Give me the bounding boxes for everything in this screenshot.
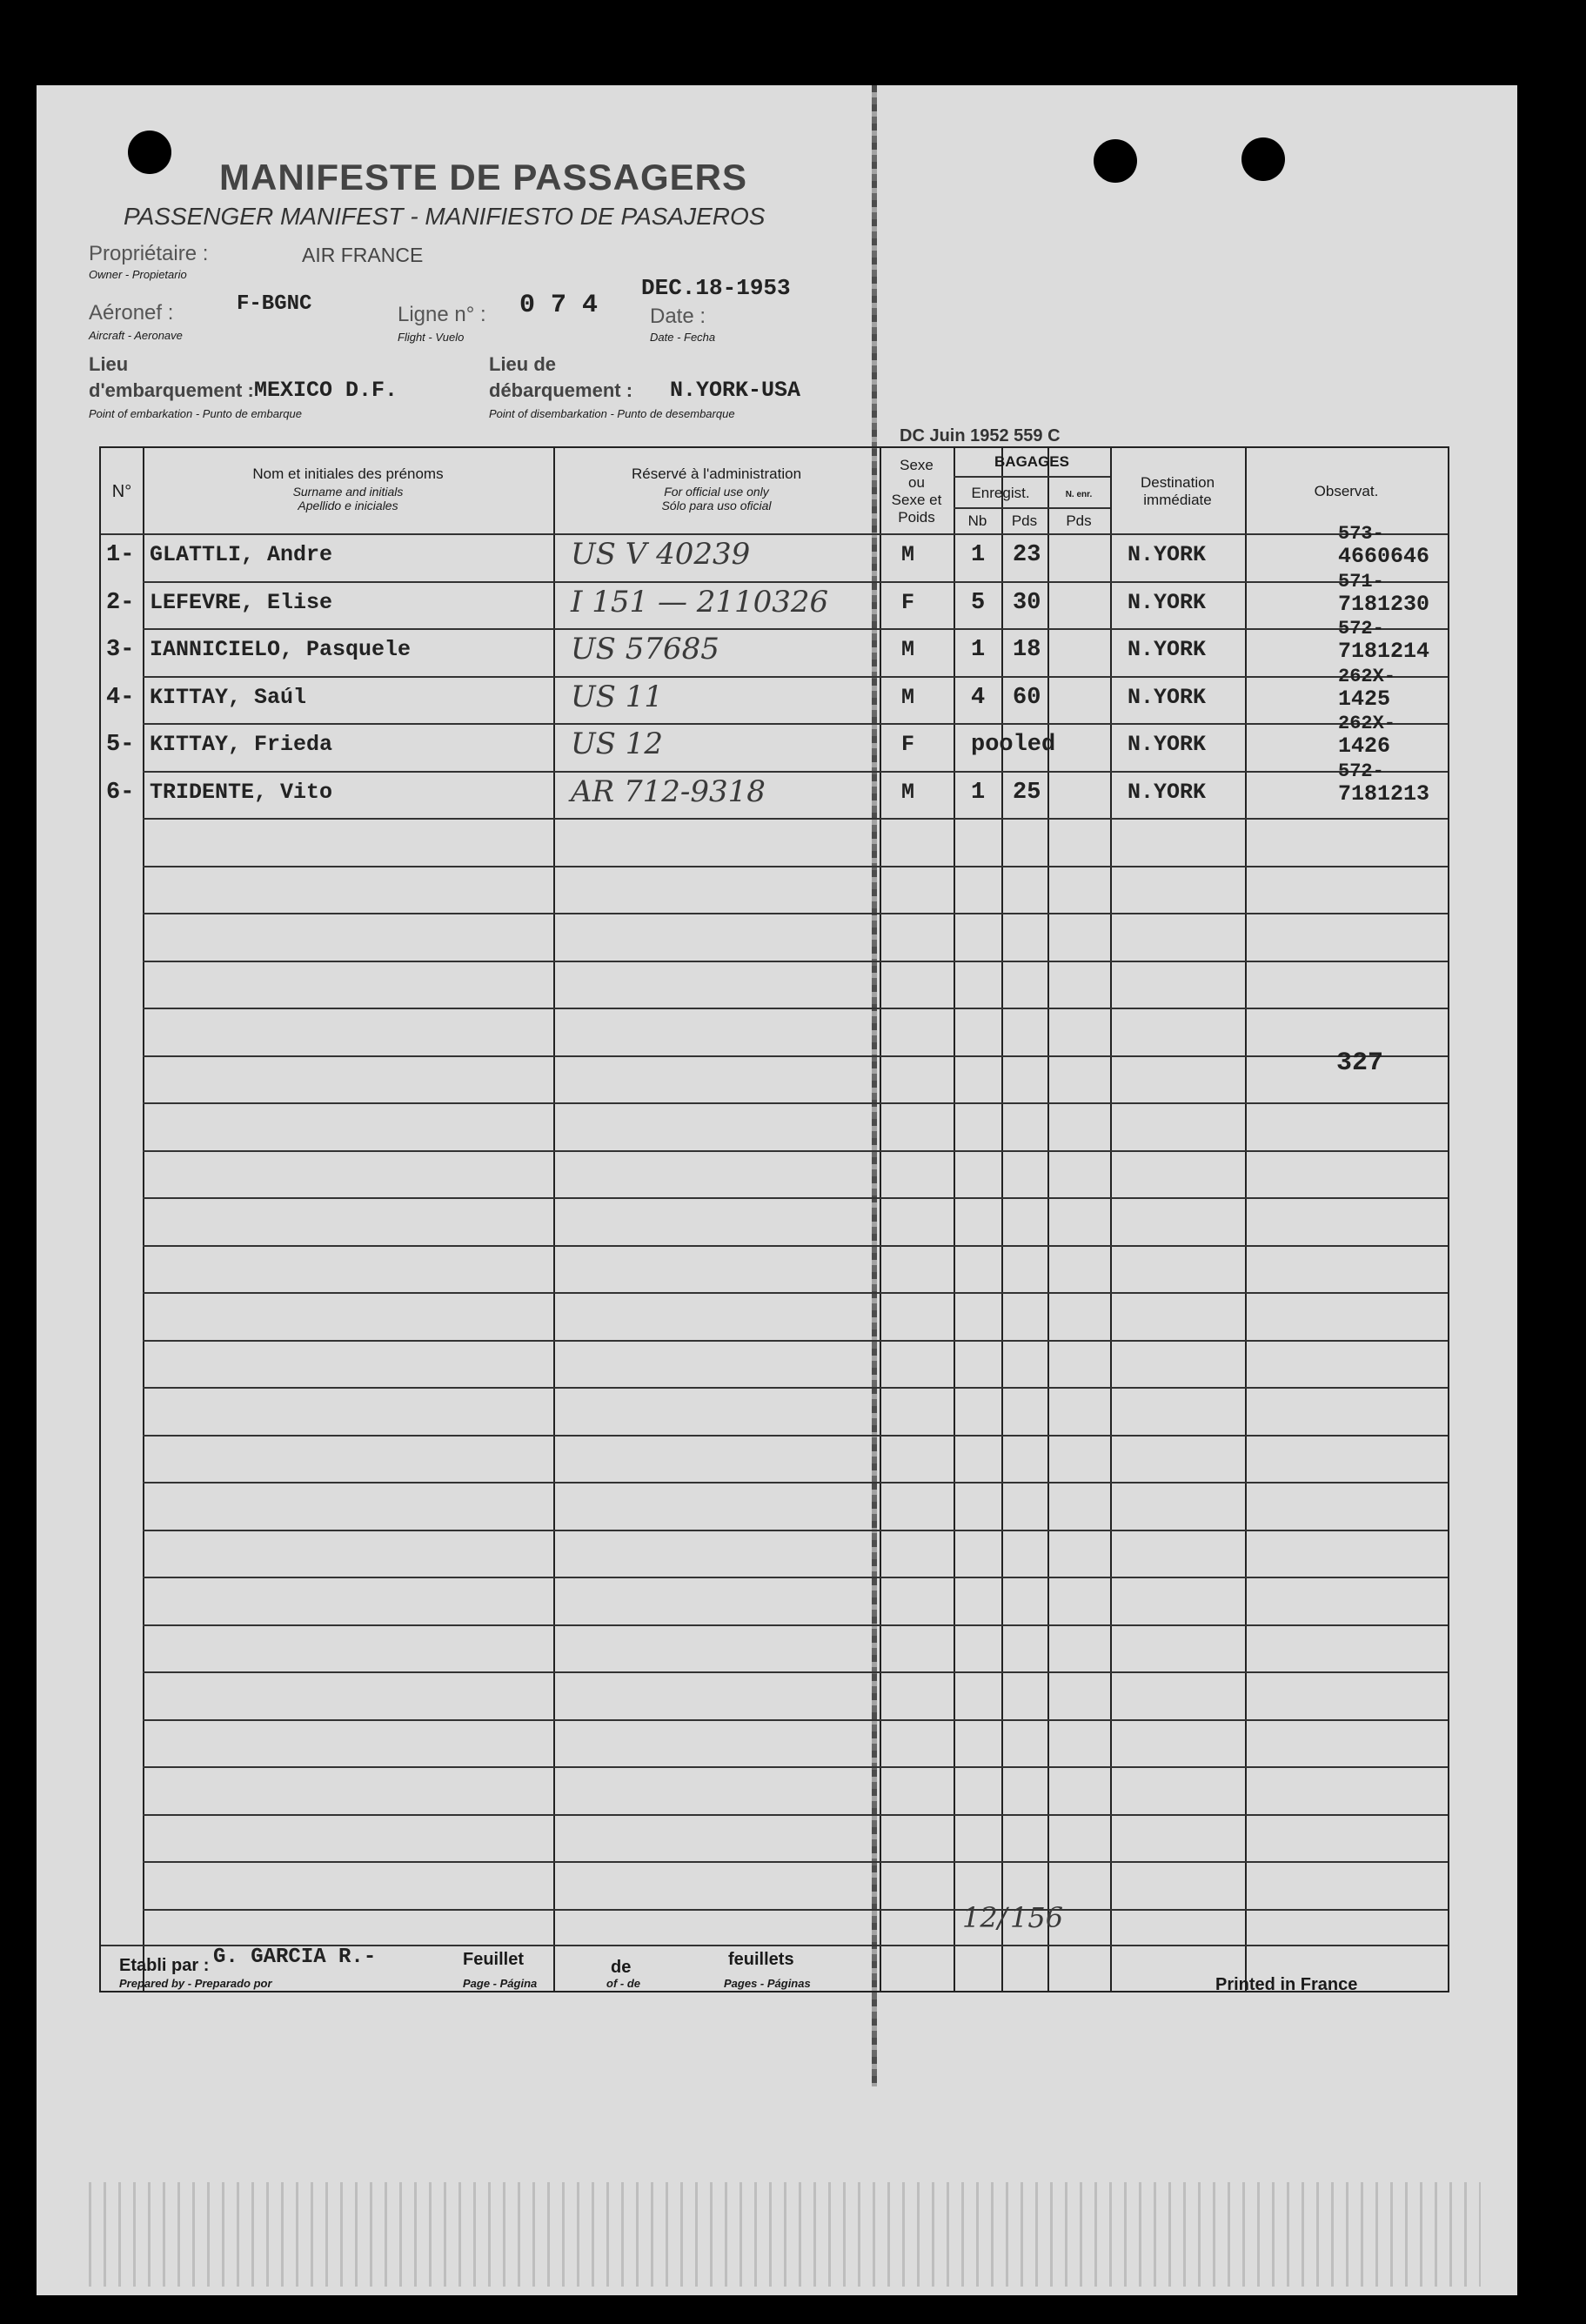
feuillet-label: Feuillet: [463, 1950, 525, 1969]
col-header-dest: Destination: [1140, 474, 1215, 491]
owner-label: Propriétaire :: [89, 242, 209, 265]
col-header-enregist: Enregist.: [971, 485, 1030, 501]
aircraft-label: Aéronef :: [89, 301, 174, 325]
etabli-label: Etabli par :: [119, 1956, 210, 1975]
row-number: 4-: [106, 684, 135, 711]
observation-prefix: 262X-: [1338, 665, 1396, 687]
col-header-name-en: Surname and initials: [292, 485, 404, 499]
form-code: DC Juin 1952 559 C: [900, 426, 1061, 445]
observation-number: 4660646: [1338, 544, 1430, 569]
date-value: DEC.18-1953: [641, 275, 791, 301]
admin-note: I 151 — 2110326: [571, 584, 829, 620]
obs-total: 327: [1336, 1048, 1384, 1078]
destination: N.YORK: [1128, 589, 1207, 615]
printed-in: Printed in France: [1215, 1975, 1358, 1994]
owner-sublabel: Owner - Propietario: [89, 268, 187, 281]
disembark-label: Lieu de: [489, 353, 557, 375]
row-rule: [143, 1340, 1448, 1342]
passenger-sex: F: [901, 732, 915, 757]
col-header-pds-2: Pds: [1066, 512, 1092, 529]
col-header-nb: Nb: [967, 512, 987, 529]
row-number: 1-: [106, 542, 135, 568]
row-rule: [143, 1766, 1448, 1768]
form-subtitle: PASSENGER MANIFEST - MANIFIESTO DE PASAJEROS: [124, 203, 766, 230]
row-rule: [143, 961, 1448, 962]
flight-sublabel: Flight - Vuelo: [398, 331, 465, 344]
passenger-sex: M: [901, 542, 915, 567]
row-number: 6-: [106, 779, 135, 806]
passenger-name: LEFEVRE, Elise: [150, 589, 333, 615]
row-rule: [143, 1909, 1448, 1911]
manifest-sheet: [37, 85, 1517, 2295]
row-number: 5-: [106, 732, 135, 758]
row-rule: [143, 1435, 1448, 1437]
col-header-weight: Poids: [898, 509, 935, 526]
row-rule: [143, 1292, 1448, 1294]
col-header-bagages: BAGAGES: [994, 453, 1069, 470]
row-rule: [143, 913, 1448, 914]
row-rule: [143, 866, 1448, 867]
col-header-no: N°: [111, 482, 132, 501]
scan-noise: [89, 2182, 1481, 2287]
column-divider: [1110, 448, 1112, 1991]
date-label: Date :: [650, 305, 706, 328]
de-label: de: [611, 1958, 632, 1977]
column-divider: [880, 448, 881, 1991]
embark-sublabel: Point of embarkation - Punto de embarque: [89, 407, 302, 420]
de-sublabel: of - de: [606, 1977, 640, 1990]
observation-prefix: 572-: [1338, 760, 1384, 782]
destination: N.YORK: [1128, 779, 1207, 805]
baggage-count: 1: [971, 637, 986, 663]
passenger-name: TRIDENTE, Vito: [150, 779, 333, 805]
baggage-weight: 18: [1013, 637, 1041, 663]
admin-note: US 57685: [571, 632, 719, 666]
header-rule: [954, 507, 1110, 509]
row-rule: [143, 1482, 1448, 1483]
total-pds: 156: [1010, 1901, 1064, 1934]
passenger-sex: M: [901, 637, 915, 662]
observation-prefix: 262X-: [1338, 713, 1396, 734]
col-header-dest: immédiate: [1143, 492, 1212, 508]
punch-hole: [128, 131, 171, 174]
baggage-count: 4: [971, 684, 986, 711]
punch-hole: [1241, 137, 1285, 181]
baggage-weight: 23: [1013, 542, 1041, 568]
passenger-name: KITTAY, Saúl: [150, 684, 307, 710]
row-rule: [143, 1102, 1448, 1104]
row-rule: [143, 1624, 1448, 1626]
column-divider: [553, 448, 555, 1991]
row-rule: [143, 818, 1448, 820]
col-header-sex: Sexe: [900, 457, 934, 473]
observation-prefix: 572-: [1338, 618, 1384, 640]
col-header-name: Nom et initiales des prénoms: [252, 465, 444, 482]
disembark-sublabel: Point of disembarkation - Punto de desembarque: [489, 407, 735, 420]
row-rule: [143, 1577, 1448, 1578]
passenger-table: [99, 446, 1449, 1992]
admin-note: US V 40239: [571, 537, 751, 572]
total-nb: 12/: [962, 1901, 1007, 1934]
col-header-obs: Observat.: [1314, 483, 1379, 499]
row-rule: [143, 1387, 1448, 1389]
row-rule: [143, 723, 1448, 725]
passenger-sex: M: [901, 779, 915, 805]
row-rule: [143, 1671, 1448, 1673]
admin-note: AR 712-9318: [571, 774, 766, 809]
col-header-admin: Réservé à l'administration: [631, 465, 802, 482]
row-rule: [143, 1719, 1448, 1721]
disembark-value: N.YORK-USA: [670, 378, 801, 403]
flight-value: 0 7 4: [519, 291, 599, 320]
admin-note: US 12: [571, 727, 664, 761]
column-divider: [1245, 448, 1247, 1991]
col-header-sex: Sexe et: [891, 492, 942, 508]
observation-prefix: 571-: [1338, 570, 1384, 593]
col-header-admin-es: Sólo para uso oficial: [661, 499, 772, 512]
observation-number: 1426: [1338, 733, 1391, 759]
passenger-name: IANNICIELO, Pasquele: [150, 637, 412, 662]
etabli-value: G. GARCIA R.-: [213, 1946, 377, 1969]
baggage-count: 1: [971, 542, 986, 568]
row-rule: [143, 1245, 1448, 1247]
aircraft-sublabel: Aircraft - Aeronave: [89, 329, 183, 342]
column-divider: [1001, 448, 1003, 1991]
row-rule: [143, 581, 1448, 583]
row-rule: [143, 628, 1448, 630]
observation-number: 1425: [1338, 686, 1391, 712]
column-divider: [143, 448, 144, 1991]
row-rule: [143, 1814, 1448, 1816]
feuillet-sublabel: Page - Página: [463, 1977, 538, 1990]
row-rule: [143, 771, 1448, 773]
row-rule: [143, 1861, 1448, 1863]
passenger-sex: M: [901, 684, 915, 710]
col-header-admin-en: For official use only: [664, 485, 769, 499]
observation-number: 7181230: [1338, 591, 1430, 617]
destination: N.YORK: [1128, 684, 1207, 710]
row-number: 3-: [106, 637, 135, 663]
passenger-sex: F: [901, 589, 915, 615]
column-divider: [954, 448, 955, 1991]
baggage-count: pooled: [971, 732, 1056, 758]
header-rule: [954, 476, 1110, 478]
row-number: 2-: [106, 589, 135, 616]
feuillets-sublabel: Pages - Páginas: [724, 1977, 811, 1990]
row-rule: [143, 1530, 1448, 1531]
row-rule: [143, 1055, 1448, 1057]
col-header-name-es: Apellido e iniciales: [298, 499, 398, 512]
destination: N.YORK: [1128, 637, 1207, 662]
observation-number: 7181213: [1338, 780, 1430, 807]
baggage-weight: 60: [1013, 684, 1041, 711]
flight-label: Ligne n° :: [398, 303, 486, 326]
admin-note: US 11: [571, 679, 664, 714]
column-divider: [1047, 448, 1049, 1991]
baggage-count: 1: [971, 779, 986, 806]
punch-hole: [1094, 139, 1137, 183]
baggage-weight: 30: [1013, 589, 1041, 616]
baggage-weight: 25: [1013, 779, 1041, 806]
row-rule: [143, 1197, 1448, 1199]
passenger-name: KITTAY, Frieda: [150, 732, 333, 757]
feuillets-label: feuillets: [728, 1950, 794, 1969]
header-rule: [101, 533, 1448, 535]
aircraft-value: F-BGNC: [237, 292, 312, 316]
owner-value: AIR FRANCE: [302, 244, 424, 266]
col-header-sex: ou: [908, 474, 925, 491]
embark-value: MEXICO D.F.: [254, 378, 398, 403]
form-title: MANIFESTE DE PASSAGERS: [219, 157, 747, 198]
row-rule: [143, 676, 1448, 678]
observation-number: 7181214: [1338, 639, 1430, 664]
row-rule: [143, 1008, 1448, 1009]
baggage-count: 5: [971, 589, 986, 616]
passenger-name: GLATTLI, Andre: [150, 542, 333, 567]
destination: N.YORK: [1128, 542, 1207, 567]
etabli-sublabel: Prepared by - Preparado por: [119, 1977, 272, 1990]
embark-label: Lieu: [89, 353, 129, 375]
disembark-label: débarquement :: [489, 379, 633, 401]
date-sublabel: Date - Fecha: [650, 331, 716, 344]
col-header-pds: Pds: [1011, 512, 1038, 529]
destination: N.YORK: [1128, 732, 1207, 757]
observation-prefix: 573-: [1338, 523, 1384, 545]
embark-label: d'embarquement :: [89, 379, 254, 401]
row-rule: [143, 1150, 1448, 1152]
col-header-non-enr: N. enr.: [1065, 490, 1093, 499]
